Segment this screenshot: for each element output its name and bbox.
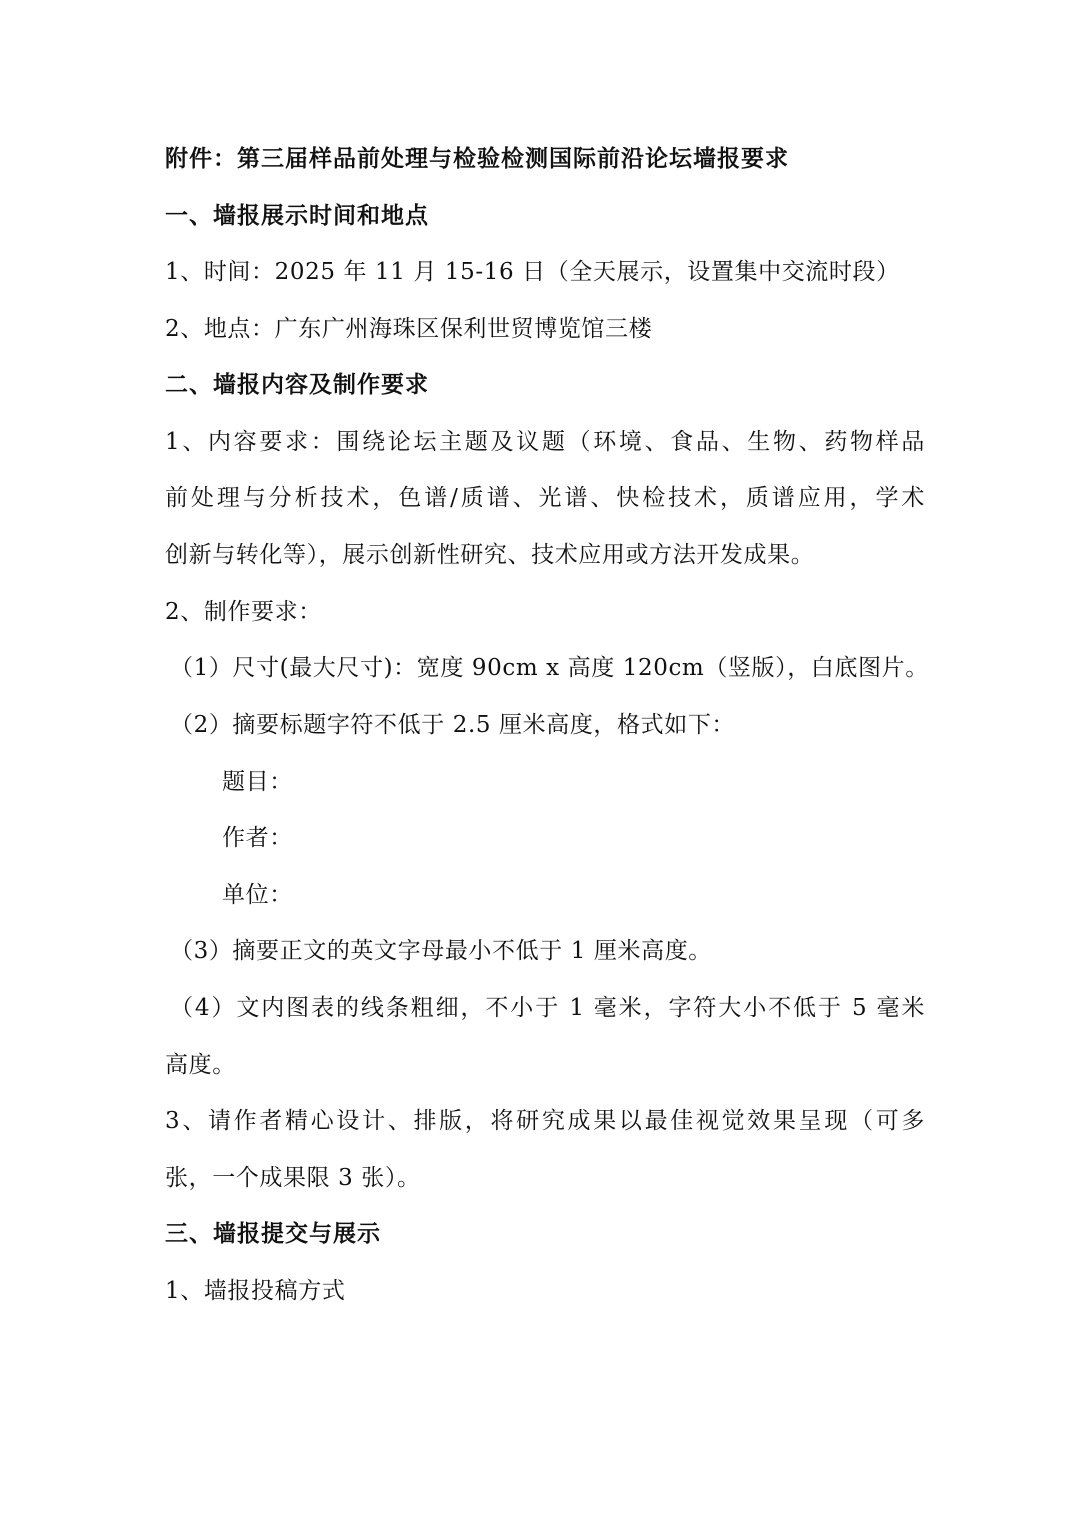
display-place: 2、地点：广东广州海珠区保利世贸博览馆三楼 [165,316,653,342]
abstract-body-requirement: （3）摘要正文的英文字母最小不低于 1 厘米高度。 [170,938,712,964]
content-requirement-line-3: 创新与转化等），展示创新性研究、技术应用或方法开发成果。 [165,542,815,568]
format-field-author: 作者： [222,825,293,851]
content-requirement-line-1: 1、内容要求：围绕论坛主题及议题（环境、食品、生物、药物样品 [165,429,925,455]
section-heading-submission: 三、墙报提交与展示 [165,1221,381,1247]
content-requirement-line-2: 前处理与分析技术，色谱/质谱、光谱、快检技术，质谱应用，学术 [165,485,925,511]
figure-requirement-line-1: （4）文内图表的线条粗细，不小于 1 毫米，字符大小不低于 5 毫米 [170,995,925,1021]
section-heading-content-requirements: 二、墙报内容及制作要求 [165,372,429,398]
submission-method: 1、墙报投稿方式 [165,1278,346,1304]
design-requirement-line-2: 张，一个成果限 3 张）。 [165,1165,421,1191]
design-requirement-line-1: 3、请作者精心设计、排版，将研究成果以最佳视觉效果呈现（可多 [165,1108,925,1134]
making-requirements-heading: 2、制作要求： [165,599,322,625]
document-title: 附件：第三届样品前处理与检验检测国际前沿论坛墙报要求 [165,146,789,172]
abstract-title-requirement: （2）摘要标题字符不低于 2.5 厘米高度，格式如下： [170,712,736,738]
format-field-unit: 单位： [222,882,293,908]
section-heading-display-time-place: 一、墙报展示时间和地点 [165,203,429,229]
format-field-title: 题目： [222,769,293,795]
size-requirement: （1）尺寸(最大尺寸)：宽度 90cm x 高度 120cm（竖版），白底图片。 [170,655,929,681]
display-time: 1、时间：2025 年 11 月 15-16 日（全天展示，设置集中交流时段） [165,259,900,285]
figure-requirement-line-2: 高度。 [165,1052,236,1078]
